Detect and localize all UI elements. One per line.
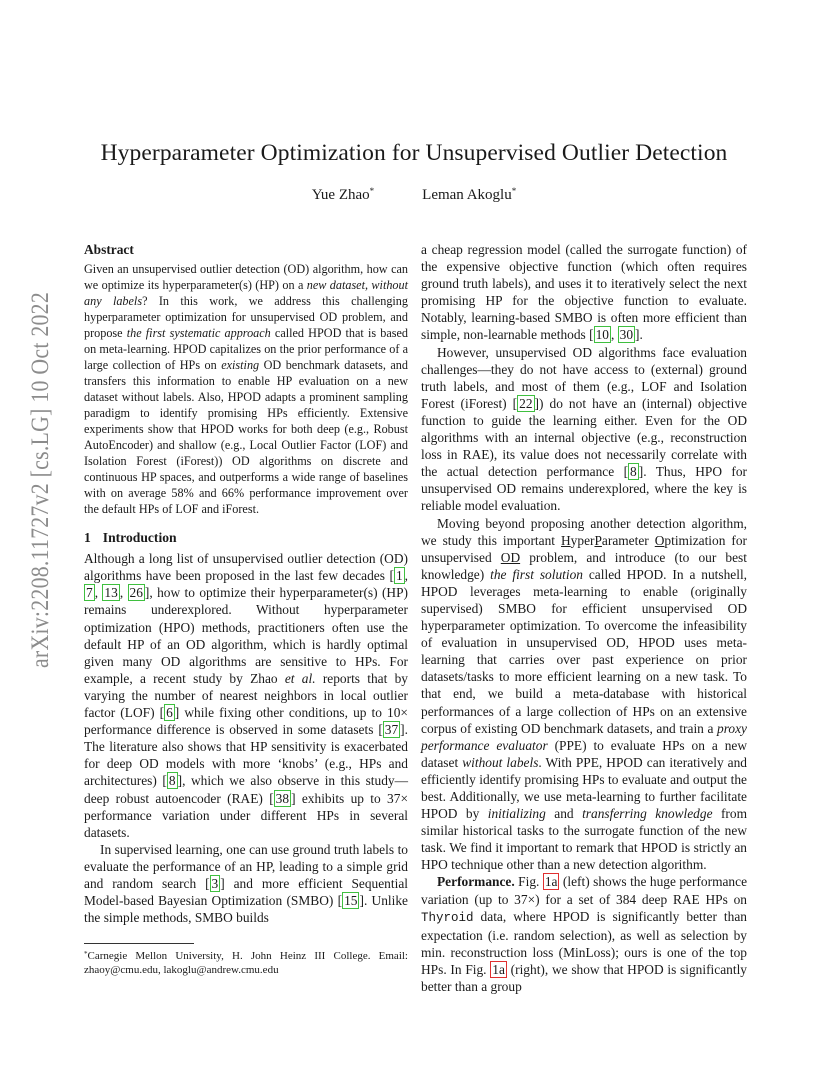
author-name: Yue Zhao [311,187,370,203]
footnote [84,943,408,977]
citation-link[interactable]: 3 [211,875,219,891]
author [422,186,516,204]
abstract-text: Given an unsupervised outlier detection (OD) algorithm, how can we optimize its hyperparameter(s) (HP) on a new dataset, without any labels? In this work, we address this challenging hyperparameter optimization for unsupervised OD problem, and propose the first systematic approach called HPOD that is based on meta-learning. HPOD capitalizes on the prior performance of a large collection of HPs on existing OD benchmark datasets, and transfers this information to enable HP evaluation on a new dataset without labels. Also, HPOD adapts a prominent sampling paradigm to identify promising HPs efficiently. Extensive experiments show that HPOD works for both deep (e.g., Robust AutoEncoder) and shallow (e.g., Local Outlier Factor (LOF) and Isolation Forest (iForest)) OD algorithms on discrete and continuous HP spaces, and outperforms a wide range of baselines with on average 58% and 66% performance improvement over the default HPs of LOF and iForest. [84,262,408,517]
paper-title: Hyperparameter Optimization for Unsupervised Outlier Detection [100,140,728,166]
citation-link[interactable]: 15 [344,893,358,909]
intro-paragraph: In supervised learning, one can use ground truth labels to evaluate the performance of an HP, leading to a simple grid and random search [ 3 ] and more efficient Sequential Model-based Bayesian Optimization (SMBO) [ 15 ]. Unlike the simple methods, SMBO builds [84,841,408,926]
left-column [84,241,408,926]
body-paragraph: Moving beyond proposing another detection algorithm, we study this important HyperParameter Optimization for unsupervised OD problem, and introduce (to our best knowledge) the first solution called HPOD. In a nutshell, HPOD leverages meta-learning to enable (originally supervised) SMBO for efficient unsupervised OD hyperparameter optimization. To overcome the infeasibility of evaluation in unsupervised OD, HPOD uses meta-learning that carries over past experience on prior datasets/tasks to more efficient learning on a new task. To that end, we build a meta-database with historical performances of a large collection of HPs on an extensive corpus of existing OD benchmark datasets, and train a proxy performance evaluator (PPE) to evaluate HPs on a new dataset without labels. With PPE, HPOD can iteratively and efficiently identify promising HPs to evaluate and output the best. Additionally, we use meta-learning to further facilitate HPOD by initializing and transferring knowledge from similar historical tasks to the surrogate function of the new task. We find it important to remark that HPOD is strictly an HPO technique other than a new detection algorithm. [421,515,748,873]
citation-link[interactable]: 7 [86,585,93,601]
figure-link[interactable]: 1a [492,961,505,977]
citation-link[interactable]: 38 [275,790,290,806]
section-heading: 1 Introduction [84,530,177,546]
author-name: Leman Akoglu [422,187,512,203]
paragraph-lead: Performance. [437,874,515,890]
body-paragraph: Performance. Fig. 1a (left) shows the huge performance variation (up to 37×) for a set of 384 deep RAE HPs on Thyroid data, where HPOD is significantly better than expectation (i.e. random selection), as well as selection by min. reconstruction loss (MinLoss); ours is one of the top HPs. In Fig. 1a (right), we show that HPOD is significantly better than a group [421,874,748,995]
citation-link[interactable]: 8 [630,464,637,480]
author-mark: * [511,186,517,196]
arxiv-stamp-text: arXiv:2208.11727v2 [cs.LG] 10 Oct 2022 [27,290,54,668]
citation-link[interactable]: 30 [619,327,634,343]
citation-link[interactable]: 37 [384,722,399,738]
footnote-rule [84,943,194,944]
intro-paragraph: Although a long list of unsupervised outlier detection (OD) algorithms have been proposed in the last few decades [ 1 , 7 , 13 , 26 ], how to optimize their hyperparameter(s) (HP) remains underexplored. Without hyperparameter optimization (HPO) methods, practitioners often use the default HP of an OD algorithm, which is hardly optimal given many OD algorithms are sensitive to HPs. For example, a recent study by Zhao et al. reports that by varying the number of nearest neighbors in local outlier factor (LOF) [ 6 ] while fixing other conditions, up to 10× performance difference is observed in some datasets [ 37 ]. The literature also shows that HP sensitivity is exacerbated for deep OD models with more ‘knobs’ (e.g., HPs and architectures) [ 8 ], which we also observe in this study—deep robust autoencoder (RAE) [ 38 ] exhibits up to 37× performance variation under different HPs in several datasets. [84,551,409,840]
figure-link[interactable]: 1a [544,874,558,890]
author-list [80,186,748,204]
right-column [421,241,747,995]
arxiv-stamp [18,290,58,670]
body-paragraph: a cheap regression model (called the surrogate function) of the expensive objective function (which often requires ground truth labels), and uses it to iteratively select the next promising HP for the objective function to evaluate. Notably, learning-based SMBO is often more efficient than simple, non-learnable methods [ 10 , 30 ]. [421,242,747,343]
citation-link[interactable]: 22 [519,395,533,411]
abstract-heading: Abstract [84,242,134,257]
citation-link[interactable]: 26 [129,585,143,601]
arxiv-stamp-svg [18,290,58,670]
citation-link[interactable]: 10 [595,327,609,343]
author-mark: * [369,186,375,196]
citation-link[interactable]: 1 [395,568,403,584]
footnote-text: *Carnegie Mellon University, H. John Heinz III College. Email: zhaoy@cmu.edu, lakoglu@andrew.cmu.edu [84,950,408,977]
citation-link[interactable]: 8 [168,773,176,789]
citation-link[interactable]: 13 [104,585,118,601]
author [312,186,374,204]
citation-link[interactable]: 6 [166,705,173,721]
body-paragraph: However, unsupervised OD algorithms face evaluation challenges—they do not have access to (external) ground truth labels, and most of them (e.g., LOF and Isolation Forest (iForest) [ 22 ]) do not have an (internal) objective function to guide the learning either. Even for the OD algorithms with an internal objective (e.g., reconstruction loss in RAE), its value does not necessarily correlate with the actual detection performance [ 8 ]. Thus, HPO for unsupervised OD remains underexplored, where the key is reliable model evaluation. [421,344,747,514]
